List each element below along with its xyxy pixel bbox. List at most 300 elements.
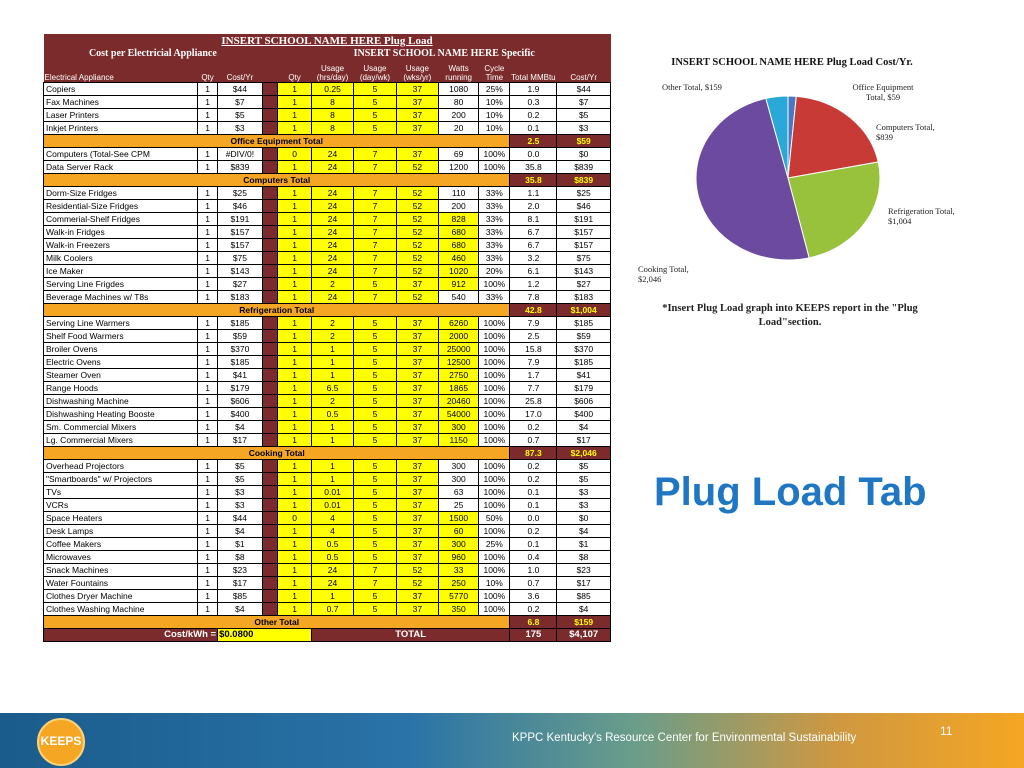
table-cell: 1	[198, 369, 218, 382]
table-cell: 5	[354, 83, 396, 96]
table-cell: 1	[311, 369, 353, 382]
table-cell: 1	[198, 330, 218, 343]
table-cell: 1	[278, 252, 311, 265]
appliance-row	[44, 317, 611, 330]
table-cell: 1	[311, 460, 353, 473]
table-cell: 7	[354, 564, 396, 577]
table-cell: $183	[218, 291, 263, 304]
table-cell: 680	[439, 226, 479, 239]
appliance-row	[44, 551, 611, 564]
table-cell: 1.0	[510, 564, 557, 577]
gap-cell	[262, 408, 278, 421]
table-cell: $1	[218, 538, 263, 551]
table-cell: 1	[278, 499, 311, 512]
table-cell: 1	[311, 356, 353, 369]
page-number: 11	[940, 724, 953, 738]
gap-cell	[262, 83, 278, 96]
table-cell: Ice Maker	[44, 265, 198, 278]
gap-cell	[262, 60, 278, 83]
table-cell: 6.1	[510, 265, 557, 278]
table-cell: 5	[354, 317, 396, 330]
table-cell: 680	[439, 239, 479, 252]
table-cell: 1	[278, 265, 311, 278]
gap-cell	[262, 239, 278, 252]
table-cell: 60	[439, 525, 479, 538]
table-cell: 1	[198, 486, 218, 499]
table-cell: 12500	[439, 356, 479, 369]
grand-total-mmbtu: 175	[510, 629, 557, 642]
table-cell: 460	[439, 252, 479, 265]
table-cell: 5	[354, 590, 396, 603]
appliance-row	[44, 200, 611, 213]
section-total-row	[44, 616, 611, 629]
table-cell: 33%	[479, 252, 510, 265]
appliance-row	[44, 577, 611, 590]
table-cell: $5	[218, 460, 263, 473]
gap-cell	[262, 343, 278, 356]
table-cell: 33%	[479, 291, 510, 304]
table-cell: 1	[198, 265, 218, 278]
table-cell: 100%	[479, 278, 510, 291]
rate-value: $0.0800	[218, 629, 312, 642]
table-cell: 1	[278, 395, 311, 408]
pie-chart-title: INSERT SCHOOL NAME HERE Plug Load Cost/Yr.	[671, 57, 913, 68]
table-cell: 24	[311, 213, 353, 226]
table-cell: 0	[278, 512, 311, 525]
table-cell: 100%	[479, 486, 510, 499]
appliance-row	[44, 590, 611, 603]
table-cell: 1	[198, 473, 218, 486]
table-cell: 200	[439, 200, 479, 213]
table-cell: $46	[218, 200, 263, 213]
gap-cell	[262, 226, 278, 239]
slide-title: Plug Load Tab	[654, 470, 927, 514]
table-cell: $7	[557, 96, 611, 109]
table-cell: 4	[311, 525, 353, 538]
gap-cell	[262, 96, 278, 109]
gap-cell	[262, 109, 278, 122]
appliance-row	[44, 434, 611, 447]
table-cell: 1080	[439, 83, 479, 96]
table-cell: $191	[218, 213, 263, 226]
column-header: Cost/Yr	[218, 60, 263, 83]
table-cell: 24	[311, 187, 353, 200]
table-cell: 1	[198, 525, 218, 538]
gap-cell	[262, 213, 278, 226]
table-cell: $17	[557, 434, 611, 447]
table-cell: 0.1	[510, 538, 557, 551]
table-cell: 540	[439, 291, 479, 304]
section-total-mmbtu: 42.8	[510, 304, 557, 317]
section-total-label: Office Equipment Total	[44, 135, 510, 148]
table-cell: $3	[218, 499, 263, 512]
table-cell: 24	[311, 291, 353, 304]
table-cell: Desk Lamps	[44, 525, 198, 538]
section-total-cost: $2,046	[557, 447, 611, 460]
table-cell: Walk-in Fridges	[44, 226, 198, 239]
table-cell: 5	[354, 421, 396, 434]
table-cell: 37	[396, 83, 438, 96]
table-cell: 5	[354, 330, 396, 343]
table-cell: 5	[354, 369, 396, 382]
table-cell: 1	[278, 577, 311, 590]
table-cell: 0.3	[510, 96, 557, 109]
table-cell: "Smartboards" w/ Projectors	[44, 473, 198, 486]
table-cell: Computers (Total-See CPM	[44, 148, 198, 161]
table-cell: 15.8	[510, 343, 557, 356]
gap-cell	[262, 525, 278, 538]
table-cell: 20%	[479, 265, 510, 278]
gap-cell	[262, 369, 278, 382]
table-cell: Laser Printers	[44, 109, 198, 122]
table-cell: 5	[354, 603, 396, 616]
table-cell: 33%	[479, 187, 510, 200]
table-cell: 1	[198, 96, 218, 109]
table-cell: 52	[396, 187, 438, 200]
table-cell: 7	[354, 577, 396, 590]
table-cell: 0.2	[510, 460, 557, 473]
table-cell: $44	[557, 83, 611, 96]
table-cell: 20460	[439, 395, 479, 408]
table-cell: 24	[311, 161, 353, 174]
table-cell: $25	[557, 187, 611, 200]
table-cell: $5	[218, 109, 263, 122]
appliance-row	[44, 538, 611, 551]
table-cell: 1.9	[510, 83, 557, 96]
appliance-row	[44, 83, 611, 96]
table-cell: 37	[396, 96, 438, 109]
table-cell: 5	[354, 96, 396, 109]
table-cell: 5	[354, 486, 396, 499]
table-cell: 37	[396, 486, 438, 499]
section-total-mmbtu: 35.8	[510, 174, 557, 187]
table-cell: 25	[439, 499, 479, 512]
table-cell: $157	[557, 226, 611, 239]
instruction-note: *Insert Plug Load graph into KEEPS report in the "Plug Load"section.	[662, 303, 918, 328]
gap-cell	[262, 538, 278, 551]
table-cell: Serving Line Warmers	[44, 317, 198, 330]
table-cell: 24	[311, 252, 353, 265]
table-cell: 37	[396, 512, 438, 525]
table-cell: 5	[354, 356, 396, 369]
appliance-row	[44, 252, 611, 265]
table-cell: Serving Line Frigdes	[44, 278, 198, 291]
table-cell: 1	[278, 590, 311, 603]
table-cell: 100%	[479, 525, 510, 538]
table-cell: 5	[354, 538, 396, 551]
table-cell: 1	[198, 226, 218, 239]
table-cell: 35.8	[510, 161, 557, 174]
appliance-row	[44, 148, 611, 161]
table-cell: 6260	[439, 317, 479, 330]
table-cell: 1	[198, 434, 218, 447]
table-cell: 0	[278, 148, 311, 161]
section-total-mmbtu: 2.5	[510, 135, 557, 148]
gap-cell	[262, 252, 278, 265]
table-cell: 37	[396, 434, 438, 447]
table-cell: 7	[354, 213, 396, 226]
table-cell: $41	[218, 369, 263, 382]
table-cell: 5	[354, 473, 396, 486]
gap-cell	[262, 330, 278, 343]
table-cell: 10%	[479, 96, 510, 109]
table-cell: $3	[218, 122, 263, 135]
section-total-label: Refrigeration Total	[44, 304, 510, 317]
table-cell: $75	[557, 252, 611, 265]
footer-text: KPPC Kentucky’s Resource Center for Environmental Sustainability	[512, 732, 857, 744]
table-cell: 1	[278, 278, 311, 291]
table-cell: $191	[557, 213, 611, 226]
table-cell: Fax Machines	[44, 96, 198, 109]
table-cell: 0.1	[510, 486, 557, 499]
section-total-label: Cooking Total	[44, 447, 510, 460]
table-cell: 7	[354, 148, 396, 161]
gap-cell	[262, 200, 278, 213]
table-cell: $839	[557, 161, 611, 174]
table-cell: Residential-Size Fridges	[44, 200, 198, 213]
table-cell: 0.1	[510, 499, 557, 512]
table-cell: 0.0	[510, 148, 557, 161]
table-cell: $8	[218, 551, 263, 564]
table-cell: $185	[557, 317, 611, 330]
table-cell: 33	[439, 564, 479, 577]
table-cell: $5	[557, 473, 611, 486]
table-cell: 2.0	[510, 200, 557, 213]
appliance-row	[44, 603, 611, 616]
section-total-row	[44, 174, 611, 187]
table-cell: 37	[396, 122, 438, 135]
gap-cell	[262, 291, 278, 304]
table-cell: 37	[396, 330, 438, 343]
section-total-cost: $839	[557, 174, 611, 187]
appliance-row	[44, 343, 611, 356]
table-cell: $85	[557, 590, 611, 603]
table-cell: Electric Ovens	[44, 356, 198, 369]
table-cell: 5	[354, 408, 396, 421]
table-cell: $17	[218, 577, 263, 590]
table-cell: 7	[354, 161, 396, 174]
table-cell: 80	[439, 96, 479, 109]
table-cell: 1150	[439, 434, 479, 447]
appliance-row	[44, 356, 611, 369]
grand-total-label: TOTAL	[311, 629, 510, 642]
table-cell: 2.5	[510, 330, 557, 343]
table-cell: 1	[278, 122, 311, 135]
table-cell: 1	[278, 525, 311, 538]
table-cell: 8	[311, 109, 353, 122]
table-cell: 52	[396, 577, 438, 590]
table-cell: 54000	[439, 408, 479, 421]
sheet-subheader-row	[44, 48, 611, 60]
table-cell: 7.8	[510, 291, 557, 304]
table-cell: 52	[396, 226, 438, 239]
table-cell: 1	[278, 213, 311, 226]
table-cell: 1	[278, 434, 311, 447]
table-cell: 5	[354, 499, 396, 512]
table-cell: $4	[557, 525, 611, 538]
table-cell: $157	[557, 239, 611, 252]
table-cell: 0.2	[510, 603, 557, 616]
table-cell: 1	[278, 460, 311, 473]
table-cell: 1	[198, 161, 218, 174]
appliance-row	[44, 278, 611, 291]
table-cell: 1	[198, 122, 218, 135]
table-cell: 0.4	[510, 551, 557, 564]
table-cell: 1	[278, 109, 311, 122]
table-cell: 100%	[479, 356, 510, 369]
appliance-row	[44, 291, 611, 304]
table-cell: 37	[396, 278, 438, 291]
table-cell: 24	[311, 239, 353, 252]
gap-cell	[262, 421, 278, 434]
table-cell: 52	[396, 564, 438, 577]
table-cell: 20	[439, 122, 479, 135]
table-cell: Water Fountains	[44, 577, 198, 590]
table-cell: $606	[557, 395, 611, 408]
table-cell: 0.5	[311, 551, 353, 564]
table-cell: 69	[439, 148, 479, 161]
table-cell: 100%	[479, 551, 510, 564]
table-cell: 300	[439, 421, 479, 434]
sheet-footer-row	[44, 629, 611, 642]
table-cell: 63	[439, 486, 479, 499]
table-cell: $27	[557, 278, 611, 291]
appliance-row	[44, 187, 611, 200]
table-cell: $46	[557, 200, 611, 213]
appliance-row	[44, 239, 611, 252]
gap-cell	[262, 434, 278, 447]
table-cell: $839	[218, 161, 263, 174]
section-total-row	[44, 135, 611, 148]
table-cell: 1500	[439, 512, 479, 525]
table-cell: 100%	[479, 148, 510, 161]
table-cell: 0.2	[510, 109, 557, 122]
column-header: Usage (hrs/day)	[311, 60, 353, 83]
appliance-row	[44, 265, 611, 278]
pie-label-refrigeration: Refrigeration Total, $1,004	[888, 206, 955, 226]
table-cell: 3.6	[510, 590, 557, 603]
pie-label-computers: Computers Total, $839	[876, 122, 935, 142]
section-total-cost: $1,004	[557, 304, 611, 317]
table-cell: 24	[311, 200, 353, 213]
table-cell: 1.1	[510, 187, 557, 200]
table-cell: 960	[439, 551, 479, 564]
table-cell: Data Server Rack	[44, 161, 198, 174]
table-cell: $7	[218, 96, 263, 109]
table-cell: Walk-in Freezers	[44, 239, 198, 252]
table-cell: 0.7	[510, 434, 557, 447]
table-cell: 0.7	[510, 577, 557, 590]
appliance-row	[44, 96, 611, 109]
table-cell: 1	[311, 343, 353, 356]
table-cell: 37	[396, 369, 438, 382]
keeps-logo	[37, 718, 85, 766]
table-cell: 52	[396, 252, 438, 265]
table-cell: 1	[198, 83, 218, 96]
table-cell: Clothes Washing Machine	[44, 603, 198, 616]
gap-cell	[262, 395, 278, 408]
pie-label-other: Other Total, $159	[662, 82, 722, 92]
table-cell: 17.0	[510, 408, 557, 421]
table-cell: 5	[354, 122, 396, 135]
table-cell: 7	[354, 200, 396, 213]
table-cell: 24	[311, 265, 353, 278]
rate-label: Cost/kWh =	[44, 629, 218, 642]
table-cell: $1	[557, 538, 611, 551]
gap-cell	[262, 499, 278, 512]
table-cell: $41	[557, 369, 611, 382]
table-cell: 0.01	[311, 486, 353, 499]
table-cell: 1200	[439, 161, 479, 174]
table-cell: $5	[218, 473, 263, 486]
table-cell: Dishwashing Heating Booste	[44, 408, 198, 421]
table-cell: 200	[439, 109, 479, 122]
table-cell: 7.9	[510, 356, 557, 369]
table-cell: 1	[198, 408, 218, 421]
appliance-row	[44, 486, 611, 499]
table-cell: 0.2	[510, 421, 557, 434]
table-cell: 7.7	[510, 382, 557, 395]
table-cell: 24	[311, 148, 353, 161]
table-cell: Microwaves	[44, 551, 198, 564]
table-cell: 0.25	[311, 83, 353, 96]
table-cell: 100%	[479, 603, 510, 616]
table-cell: $23	[218, 564, 263, 577]
table-cell: 24	[311, 564, 353, 577]
table-cell: $185	[218, 356, 263, 369]
table-cell: $157	[218, 226, 263, 239]
table-cell: 1	[278, 486, 311, 499]
section-total-cost: $59	[557, 135, 611, 148]
table-cell: 37	[396, 499, 438, 512]
table-cell: 300	[439, 538, 479, 551]
table-cell: $3	[218, 486, 263, 499]
table-cell: 100%	[479, 408, 510, 421]
table-cell: $5	[557, 460, 611, 473]
table-cell: Dorm-Size Fridges	[44, 187, 198, 200]
table-cell: #DIV/0!	[218, 148, 263, 161]
appliance-row	[44, 330, 611, 343]
table-cell: Inkjet Printers	[44, 122, 198, 135]
table-cell: 1	[198, 382, 218, 395]
table-cell: 37	[396, 356, 438, 369]
table-cell: $4	[557, 421, 611, 434]
table-cell: 37	[396, 590, 438, 603]
table-cell: 5	[354, 382, 396, 395]
section-total-label: Computers Total	[44, 174, 510, 187]
table-cell: 1	[198, 252, 218, 265]
table-cell: Shelf Food Warmers	[44, 330, 198, 343]
table-cell: 100%	[479, 330, 510, 343]
table-cell: 100%	[479, 460, 510, 473]
table-cell: 5	[354, 434, 396, 447]
appliance-row	[44, 122, 611, 135]
appliance-row	[44, 525, 611, 538]
table-cell: Beverage Machines w/ T8s	[44, 291, 198, 304]
table-cell: 100%	[479, 395, 510, 408]
table-cell: 1	[278, 226, 311, 239]
table-cell: $400	[218, 408, 263, 421]
table-cell: $0	[557, 512, 611, 525]
column-header: Usage (day/wk)	[354, 60, 396, 83]
table-cell: $179	[557, 382, 611, 395]
table-cell: 2	[311, 317, 353, 330]
table-cell: 33%	[479, 200, 510, 213]
appliance-row	[44, 564, 611, 577]
table-cell: 828	[439, 213, 479, 226]
table-cell: 5	[354, 343, 396, 356]
table-cell: VCRs	[44, 499, 198, 512]
